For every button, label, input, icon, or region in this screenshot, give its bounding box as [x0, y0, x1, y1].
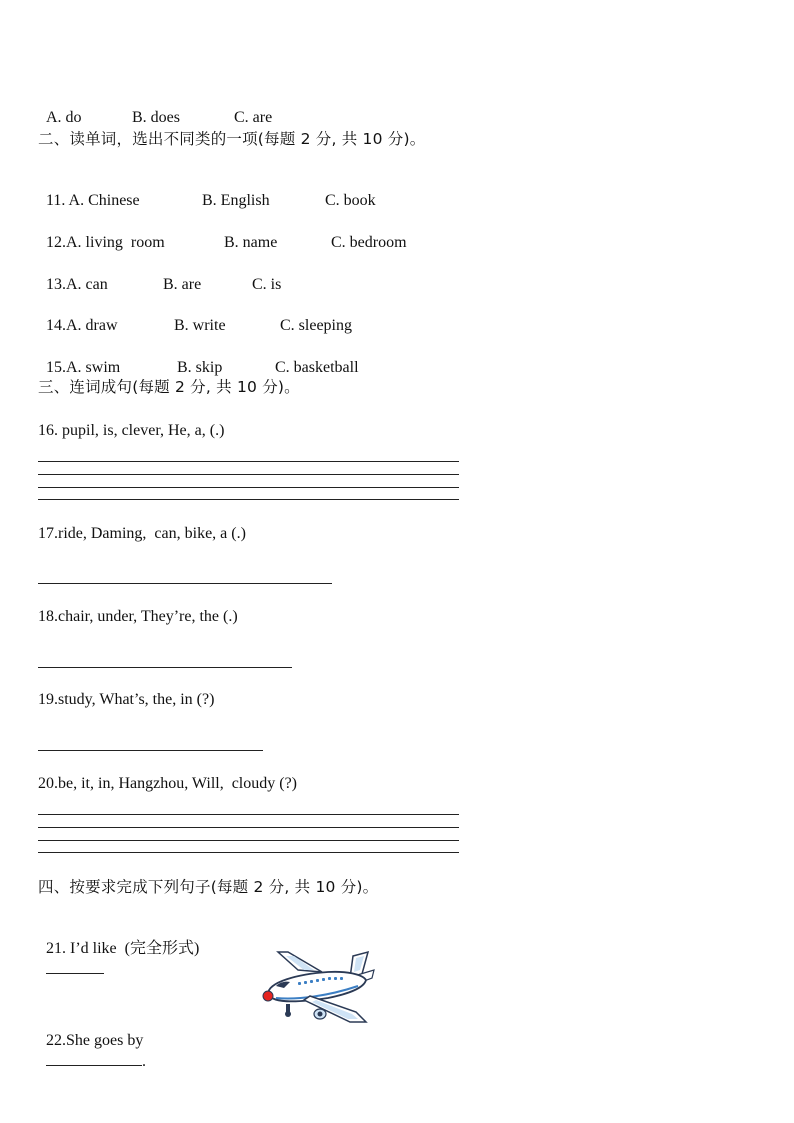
q12-option-b: B. name: [224, 234, 278, 251]
question-12: [38, 213, 407, 253]
q22-period: .: [142, 1053, 146, 1070]
question-14: [38, 296, 352, 336]
q14-option-c: C. sleeping: [280, 317, 352, 334]
answer-line[interactable]: [38, 499, 459, 500]
q10-option-c: C. are: [234, 109, 273, 126]
q14-option-b: B. write: [174, 317, 226, 334]
airplane-icon: [258, 948, 376, 1028]
q21-answer-blank[interactable]: [46, 959, 104, 974]
q13-option-b: B. are: [163, 276, 202, 293]
answer-line[interactable]: [38, 814, 459, 815]
answer-line[interactable]: [38, 474, 459, 475]
answer-line[interactable]: [38, 827, 459, 828]
question-19: 19.study, What’s, the, in (?): [38, 691, 215, 708]
q22-text: 22.She goes by: [46, 1032, 144, 1049]
question-15: [38, 338, 359, 378]
question-21: [38, 919, 199, 980]
answer-line[interactable]: [38, 487, 459, 488]
q21-text: 21. I’d like (完全形式): [46, 940, 200, 957]
q13-option-c: C. is: [252, 276, 282, 293]
section4-heading: 四、按要求完成下列句子(每题 2 分, 共 10 分)。: [38, 878, 379, 896]
answer-line[interactable]: [38, 461, 459, 462]
q15-option-c: C. basketball: [275, 359, 359, 376]
q10-options: [38, 88, 272, 128]
q10-option-b: B. does: [132, 109, 180, 126]
answer-line[interactable]: [38, 840, 459, 841]
q15-option-a: 15.A. swim: [46, 359, 121, 376]
q11-option-c: C. book: [325, 192, 376, 209]
question-18: 18.chair, under, They’re, the (.): [38, 608, 238, 625]
question-13: [38, 255, 281, 295]
q13-option-a: 13.A. can: [46, 276, 108, 293]
q15-option-b: B. skip: [177, 359, 223, 376]
q22-answer-blank[interactable]: [46, 1051, 142, 1066]
q11-option-a: 11. A. Chinese: [46, 192, 140, 209]
section2-heading: 二、读单词，选出不同类的一项(每题 2 分, 共 10 分)。: [38, 130, 426, 148]
q10-option-a: A. do: [46, 109, 82, 126]
q14-option-a: 14.A. draw: [46, 317, 118, 334]
answer-line[interactable]: [38, 667, 292, 668]
question-17: 17.ride, Daming, can, bike, a (.): [38, 525, 246, 542]
answer-line[interactable]: [38, 750, 263, 751]
question-20: 20.be, it, in, Hangzhou, Will, cloudy (?): [38, 775, 298, 792]
answer-line[interactable]: [38, 852, 459, 853]
q12-option-c: C. bedroom: [331, 234, 407, 251]
q12-option-a: 12.A. living room: [46, 234, 165, 251]
answer-line[interactable]: [38, 583, 332, 584]
section3-heading: 三、连词成句(每题 2 分, 共 10 分)。: [38, 378, 300, 396]
question-22: [38, 1011, 146, 1072]
q11-option-b: B. English: [202, 192, 270, 209]
question-11: [38, 171, 376, 211]
question-16: 16. pupil, is, clever, He, a, (.): [38, 422, 225, 439]
